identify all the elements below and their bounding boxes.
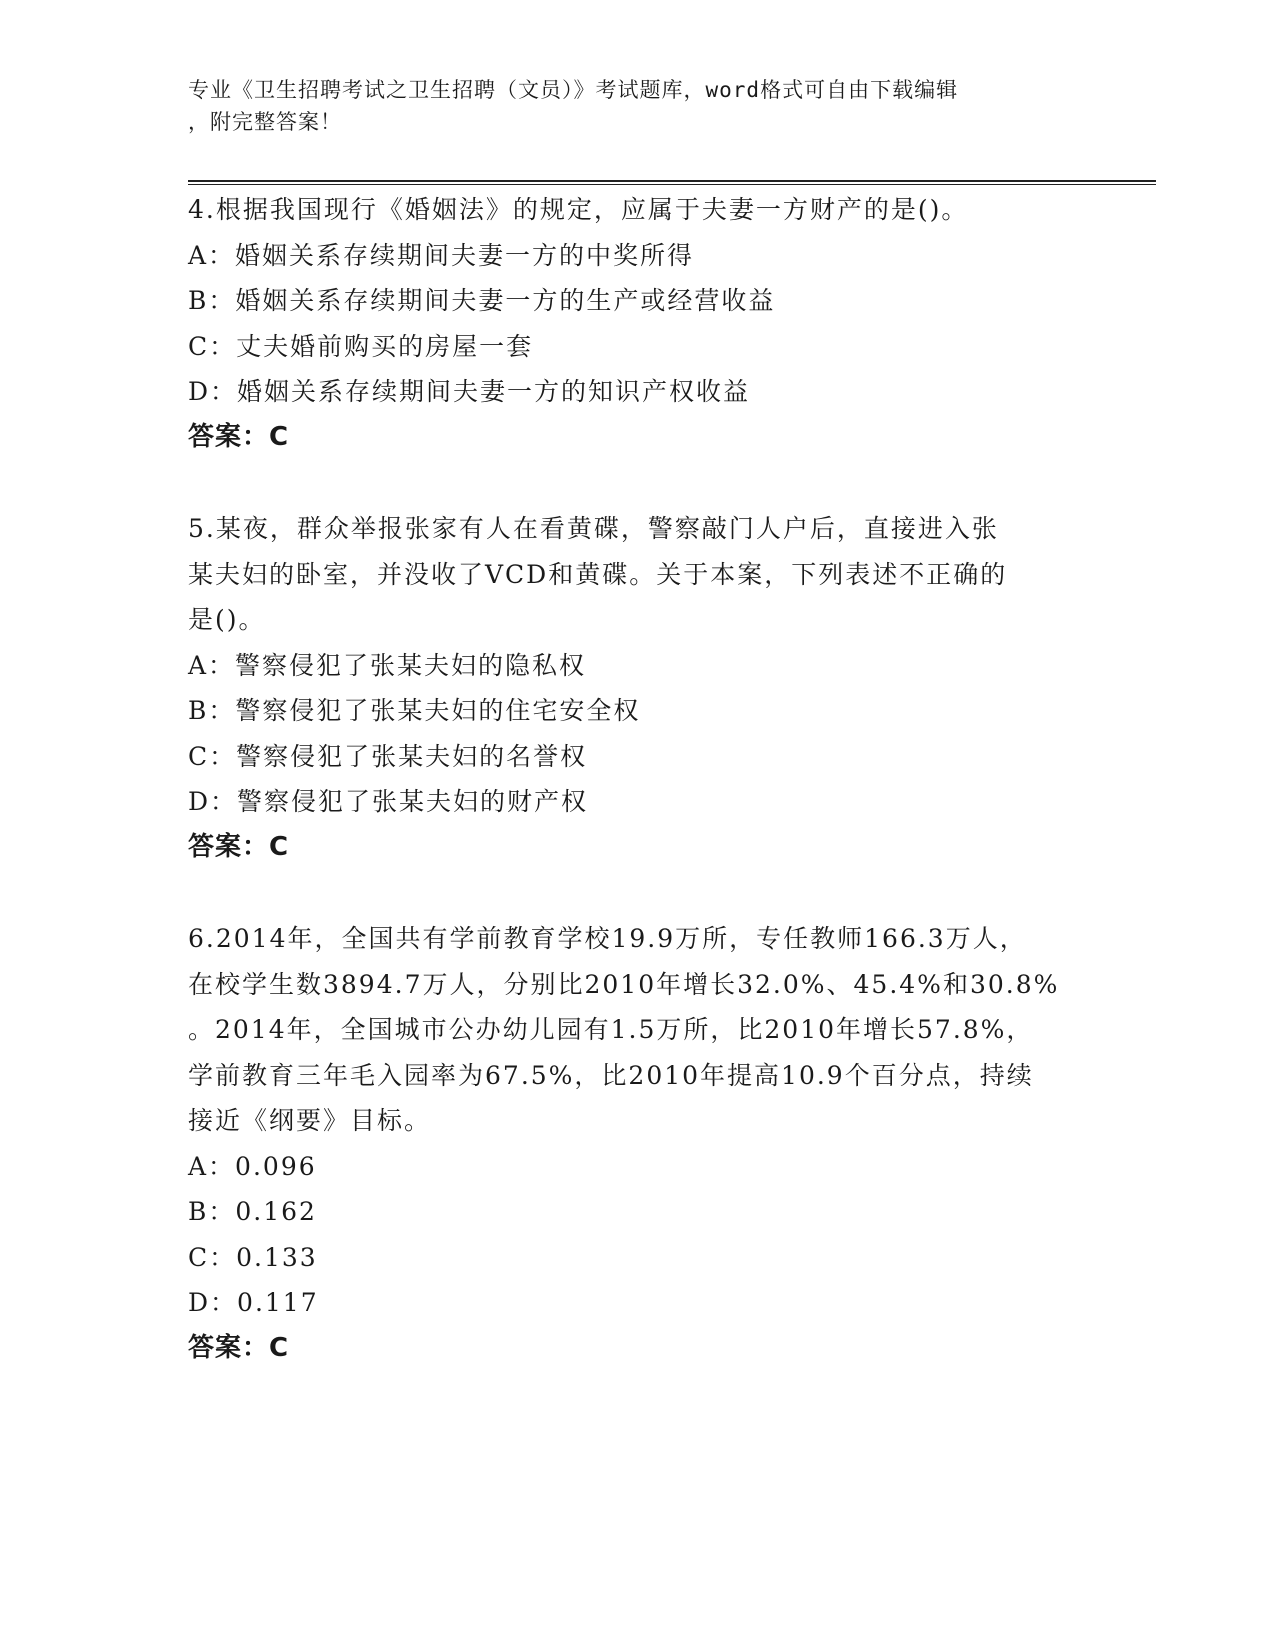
question-text: 。2014年，全国城市公办幼儿园有1.5万所，比2010年增长57.8%， bbox=[188, 1015, 1034, 1044]
question-text: 某夫妇的卧室，并没收了VCD和黄碟。关于本案，下列表述不正确的 bbox=[188, 559, 1008, 589]
option-d: D：警察侵犯了张某夫妇的财产权 bbox=[188, 787, 589, 816]
question-text: 6.2014年，全国共有学前教育学校19.9万所，专任教师166.3万人， bbox=[188, 924, 1027, 953]
option-a: A：警察侵犯了张某夫妇的隐私权 bbox=[188, 650, 587, 680]
option-b: B：0.162 bbox=[188, 1197, 317, 1226]
question-text: 是()。 bbox=[188, 605, 266, 634]
question-6 bbox=[188, 916, 1088, 1371]
answer: 答案：C bbox=[188, 421, 290, 452]
option-b: B：警察侵犯了张某夫妇的住宅安全权 bbox=[188, 696, 641, 725]
header-line: 专业《卫生招聘考试之卫生招聘（文员）》考试题库，word格式可自由下载编辑 bbox=[188, 78, 959, 102]
question-4 bbox=[188, 187, 1088, 460]
option-c: C：0.133 bbox=[188, 1242, 318, 1272]
question-text: 4.根据我国现行《婚姻法》的规定，应属于夫妻一方财产的是()。 bbox=[188, 195, 969, 224]
question-text: 接近《纲要》目标。 bbox=[188, 1106, 432, 1135]
header-line: ，附完整答案！ bbox=[188, 110, 342, 134]
option-b: B：婚姻关系存续期间夫妻一方的生产或经营收益 bbox=[188, 286, 776, 315]
question-text: 5.某夜，群众举报张家有人在看黄碟，警察敲门人户后，直接进入张 bbox=[188, 514, 999, 543]
option-a: A：婚姻关系存续期间夫妻一方的中奖所得 bbox=[188, 240, 695, 270]
answer: 答案：C bbox=[188, 831, 290, 862]
option-a: A：0.096 bbox=[188, 1151, 317, 1181]
header-divider bbox=[188, 180, 1156, 185]
option-d: D：0.117 bbox=[188, 1288, 319, 1317]
answer: 答案：C bbox=[188, 1332, 290, 1363]
question-text: 学前教育三年毛入园率为67.5%，比2010年提高10.9个百分点，持续 bbox=[188, 1060, 1034, 1090]
question-text: 在校学生数3894.7万人，分别比2010年增长32.0%、45.4%和30.8% bbox=[188, 969, 1060, 999]
option-d: D：婚姻关系存续期间夫妻一方的知识产权收益 bbox=[188, 377, 751, 406]
option-c: C：丈夫婚前购买的房屋一套 bbox=[188, 331, 534, 361]
question-5 bbox=[188, 506, 1088, 870]
option-c: C：警察侵犯了张某夫妇的名誉权 bbox=[188, 741, 588, 771]
document-header bbox=[188, 74, 1088, 138]
